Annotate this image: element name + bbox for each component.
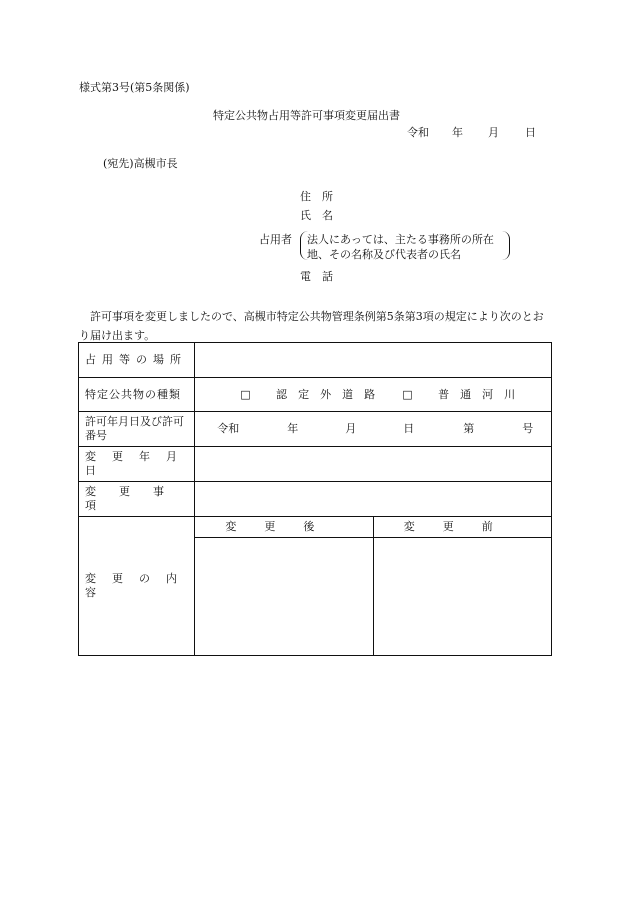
permit-month: 月 [345,422,357,435]
change-date-label: 変更年月日 [79,447,195,482]
name-label: 氏 名 [300,209,333,222]
phone-label: 電 話 [300,270,333,283]
permit-era: 令和 [217,422,240,435]
row-type [79,378,552,412]
change-content-label: 変更の内容 [79,517,195,656]
change-item-field[interactable] [195,482,552,517]
before-content-field[interactable] [373,538,551,656]
before-header: 変更前 [373,517,551,538]
permit-no-suffix: 号 [522,422,534,435]
permit-no-prefix: 第 [463,422,475,435]
checkbox-river[interactable]: □ 普通河川 [402,387,527,401]
permit-label-line2: 番号 [85,429,107,442]
after-header: 変更後 [195,517,373,538]
date-era: 令和 [407,126,429,139]
recipient: (宛先)高槻市長 [103,157,178,170]
corporate-note-line1: 法人にあっては、主たる事務所の所在 [307,233,494,246]
permit-year: 年 [287,422,299,435]
permit-label [79,412,195,447]
after-content-field[interactable] [195,538,373,656]
address-label: 住 所 [300,190,333,203]
place-field[interactable] [195,343,552,378]
row-permit [79,412,552,447]
change-item-label: 変更事項 [79,482,195,517]
corporate-note-line2: 地、その名称及び代表者の氏名 [307,248,461,261]
type-field [195,378,552,412]
change-date-field[interactable] [195,447,552,482]
form-number: 様式第3号(第5条関係) [79,81,190,94]
permit-field[interactable] [195,412,552,447]
submission-date [0,127,630,139]
date-day: 日 [525,126,536,139]
type-label: 特定公共物の種類 [79,378,195,412]
row-place [79,343,552,378]
permit-label-line1: 許可年月日及び許可 [85,415,184,428]
document-title: 特定公共物占用等許可事項変更届出書 [213,109,400,122]
place-label: 占用等の場所 [79,343,195,378]
date-month: 月 [488,126,499,139]
declaration-text: 許可事項を変更しましたので、高槻市特定公共物管理条例第5条第3項の規定により次のとおり届け出ます。 [79,310,544,342]
date-year: 年 [452,126,463,139]
permit-day: 日 [403,422,415,435]
row-change-item [79,482,552,517]
checkbox-road[interactable]: □ 認定外道路 [240,387,387,401]
change-notification-table [78,342,552,656]
row-change-date [79,447,552,482]
row-change-header [79,517,552,538]
occupant-label: 占用者 [259,233,292,246]
